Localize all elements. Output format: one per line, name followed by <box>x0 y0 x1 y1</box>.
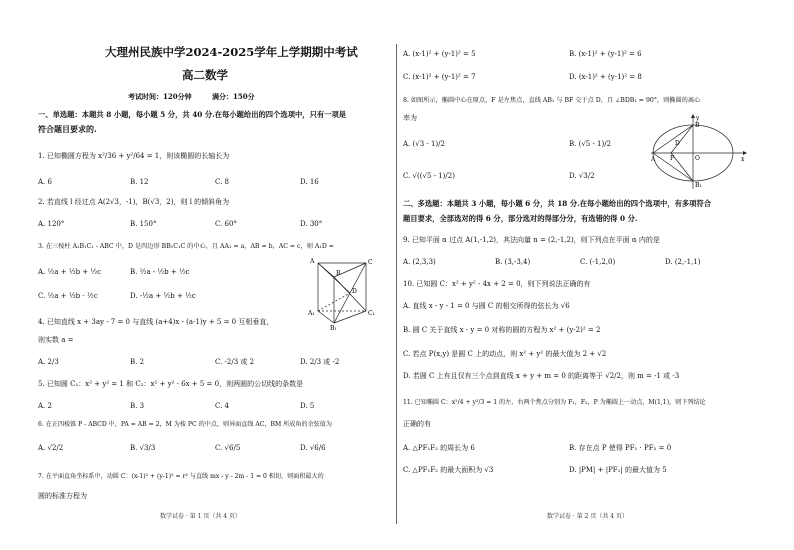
prism-figure <box>308 255 380 331</box>
prism-label-C: C <box>368 259 373 266</box>
q4-stem2: 则实数 a = <box>38 336 74 344</box>
q2-option-a: A. 120° <box>38 220 65 228</box>
prism-label-B1: B₁ <box>330 325 337 331</box>
q8-stem: 8. 如图所示，椭圆中心在原点，F 是左焦点，直线 AB₁ 与 BF 交于点 D，且 ∠BDB₁ = 90°，则椭圆的离心 <box>403 97 701 104</box>
q5-stem: 5. 已知圆 C₁：x² + y² = 1 和 C₂：x² + y² - 6x + 5 = 0，则两圆的公切线的条数是 <box>38 380 304 388</box>
q1-option-b: B. 12 <box>130 178 149 186</box>
q4-option-c: C. -2/3 或 2 <box>215 358 255 366</box>
q8-option-d: D. √3/2 <box>569 172 595 180</box>
section2-line2: 题目要求，全部选对的得 6 分，部分选对的得部分分，有选错的得 0 分. <box>403 214 638 223</box>
q9-option-b: B. (3,-3,4) <box>495 258 531 266</box>
q7-stem: 7. 在平面直角坐标系中，动圆 C：(x-1)² + (y-1)² = r² 与直线 mx - y - 2m - 1 = 0 相切，则面积最大的 <box>38 473 324 480</box>
q4-option-d: D. 2/3 或 -2 <box>300 358 340 366</box>
ellipse-label-D: D <box>675 140 680 147</box>
q9-option-a: A. (2,3,3) <box>403 258 436 266</box>
q5-option-c: C. 4 <box>215 402 230 410</box>
ellipse-label-x: x <box>741 156 745 163</box>
q11-option-b: B. 存在点 P 使得 PF₁ · PF₂ = 0 <box>569 444 672 452</box>
q1-option-d: D. 16 <box>300 178 319 186</box>
q7-stem2: 圆的标准方程为 <box>38 492 87 500</box>
ellipse-label-A: A <box>651 156 656 163</box>
section1-line1: 一、单选题：本题共 8 小题，每小题 5 分，共 40 分.在每小题给出的四个选项中，只有一项是 <box>38 110 347 119</box>
exam-score: 满分：150分 <box>212 92 255 101</box>
prism-label-C1: C₁ <box>368 310 375 317</box>
q11-option-d: D. |PM| + |PF₁| 的最大值为 5 <box>569 466 667 474</box>
exam-subject: 高二数学 <box>182 68 228 82</box>
q9-stem: 9. 已知平面 α 过点 A(1,-1,2)，其法向量 n = (2,-1,2)，则下列点在平面 α 内的是 <box>403 236 660 244</box>
page-right <box>397 0 794 550</box>
ellipse-label-B: B <box>695 122 700 129</box>
q6-option-d: D. √6/6 <box>300 444 326 452</box>
q7-option-c: C. (x-1)² + (y-1)² = 7 <box>403 73 476 81</box>
q3-stem: 3. 在三棱柱 A₁B₁C₁ - ABC 中，D 是四边形 BB₁C₁C 的中心，且 AA₁ = a，AB = b，AC = c，则 A₁D = <box>38 243 334 250</box>
q10-option-d: D. 若圆 C 上有且仅有三个点到直线 x + y + m = 0 的距离等于 √2/2，则 m = -1 或 -3 <box>403 372 680 380</box>
section1-line2: 符合题目要求的. <box>38 124 97 134</box>
q4-option-a: A. 2/3 <box>38 358 59 366</box>
q10-option-c: C. 若点 P(x,y) 是圆 C 上的动点，则 x² + y² 的最大值为 2 + √2 <box>403 350 607 358</box>
q3-option-b: B. ½a - ½b + ½c <box>130 268 190 276</box>
q10-option-b: B. 圆 C 关于直线 x - y = 0 对称的圆的方程为 x² + (y-2)² = 2 <box>403 326 601 334</box>
q8-option-a: A. (√3 - 1)/2 <box>403 140 445 148</box>
prism-label-A1: A₁ <box>308 310 315 317</box>
q3-option-a: A. ½a + ½b + ½c <box>38 268 102 276</box>
q11-option-a: A. △PF₁F₂ 的周长为 6 <box>403 444 475 452</box>
q2-option-c: C. 60° <box>215 220 237 228</box>
footer-right: 数学试卷 · 第 2 页（共 4 页） <box>547 513 628 520</box>
q7-option-d: D. (x-1)² + (y-1)² = 8 <box>569 73 642 81</box>
q8-option-b: B. (√5 - 1)/2 <box>569 140 612 148</box>
footer-left: 数学试卷 · 第 1 页（共 4 页） <box>160 513 241 520</box>
q2-option-d: D. 30° <box>300 220 323 228</box>
q2-stem: 2. 若直线 l 经过点 A(2√3，-1)，B(√3，2)，则 l 的倾斜角为 <box>38 198 230 206</box>
exam-title: 大理州民族中学2024-2025学年上学期期中考试 <box>105 45 358 59</box>
q6-option-b: B. √3/3 <box>130 444 156 452</box>
q4-stem: 4. 已知直线 x + 3ay - 7 = 0 与直线 (a+4)x - (a-1)y + 5 = 0 互相垂直， <box>38 318 274 326</box>
q5-option-d: D. 5 <box>300 402 315 410</box>
q2-option-b: B. 150° <box>130 220 157 228</box>
q1-option-a: A. 6 <box>38 178 52 186</box>
q1-stem: 1. 已知椭圆方程为 x²/36 + y²/64 = 1，则该椭圆的长轴长为 <box>38 152 230 160</box>
prism-label-B: B <box>336 270 341 277</box>
q10-stem: 10. 已知圆 C：x² + y² - 4x + 2 = 0，则下列说法正确的有 <box>403 280 591 288</box>
q6-stem: 6. 在正四棱锥 P - ABCD 中，PA = AB = 2，M 为棱 PC 的中点，则异面直线 AC，BM 所成角的余弦值为 <box>38 421 332 428</box>
ellipse-label-y: y <box>696 115 700 122</box>
q3-option-d: D. -½a + ½b + ½c <box>130 292 196 300</box>
q6-option-c: C. √6/5 <box>215 444 241 452</box>
exam-time: 考试时间：120分钟 <box>128 92 192 101</box>
q9-option-c: C. (-1,2,0) <box>580 258 616 266</box>
q10-option-a: A. 直线 x - y - 1 = 0 与圆 C 的相交所得的弦长为 √6 <box>403 302 570 310</box>
ellipse-figure <box>651 113 747 191</box>
ellipse-label-B1: B₁ <box>695 182 702 189</box>
ellipse-label-F: F <box>670 155 675 162</box>
q5-option-b: B. 3 <box>130 402 145 410</box>
q8-stem2: 率为 <box>403 114 417 122</box>
q4-option-b: B. 2 <box>130 358 145 366</box>
section2-line1: 二、多选题：本题共 3 小题，每小题 6 分，共 18 分.在每小题给出的四个选项中，有多项符合 <box>403 199 712 208</box>
ellipse-label-O: O <box>695 155 700 162</box>
q3-option-c: C. ½a + ½b - ½c <box>38 292 98 300</box>
q5-option-a: A. 2 <box>38 402 52 410</box>
q11-stem: 11. 已知椭圆 C：x²/4 + y²/3 = 1 的左、右两个焦点分别为 F₁，F₂，P 为椭圆上一动点，M(1,1)，则下列结论 <box>403 399 706 406</box>
q7-option-a: A. (x-1)² + (y-1)² = 5 <box>403 50 476 58</box>
q9-option-d: D. (2,-1,1) <box>665 258 701 266</box>
prism-label-A: A <box>310 258 315 265</box>
q11-stem2: 正确的有 <box>403 420 431 428</box>
q7-option-b: B. (x-1)² + (y-1)² = 6 <box>569 50 642 58</box>
q6-option-a: A. √2/2 <box>38 444 64 452</box>
q8-option-c: C. √((√5 - 1)/2) <box>403 172 455 180</box>
q11-option-c: C. △PF₁F₂ 的最大面积为 √3 <box>403 466 494 474</box>
q1-option-c: C. 8 <box>215 178 230 186</box>
prism-label-D: D <box>352 288 357 295</box>
